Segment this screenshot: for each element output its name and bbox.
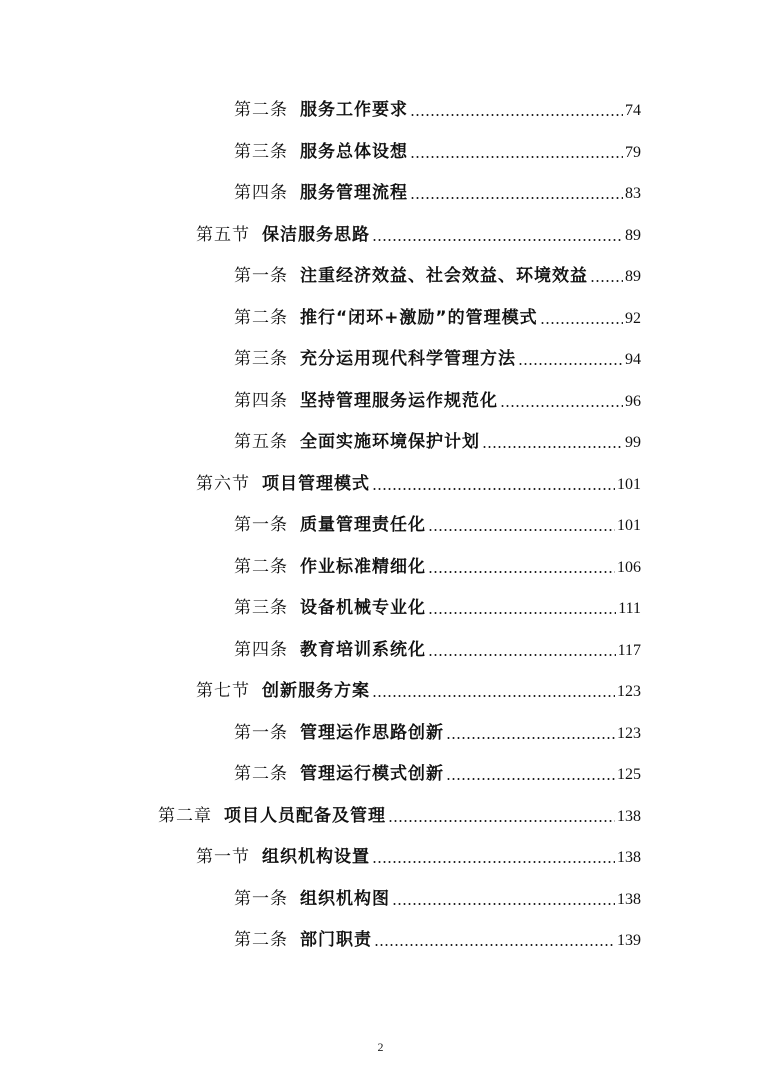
toc-entry-title: 部门职责 [300,930,372,950]
toc-entry-page: 99 [625,434,641,451]
toc-entry[interactable] [234,389,641,413]
toc-entry-page: 139 [617,932,641,949]
toc-entry-title: 服务管理流程 [300,183,408,203]
dot-leader [590,280,623,282]
dot-leader [372,695,615,697]
toc-entry-number: 第四条 [234,183,288,203]
toc-entry-title: 项目管理模式 [262,474,370,494]
toc-entry-title: 服务工作要求 [300,100,408,120]
toc-entry-number: 第一条 [234,266,288,286]
dot-leader [518,363,623,365]
toc-entry-page: 89 [625,268,641,285]
toc-entry-number: 第二条 [234,557,288,577]
toc-entry-number: 第六节 [196,474,250,494]
toc-entry[interactable] [234,638,641,662]
toc-entry-title: 全面实施环境保护计划 [300,432,480,452]
toc-entry[interactable] [234,928,641,952]
dot-leader [446,778,615,780]
toc-entry[interactable] [196,472,641,496]
toc-entry[interactable] [196,223,641,247]
toc-entry-title: 质量管理责任化 [300,515,426,535]
toc-entry[interactable] [234,596,641,620]
toc-entry-page: 138 [617,849,641,866]
toc-entry-number: 第二条 [234,100,288,120]
dot-leader [372,239,623,241]
dot-leader [428,612,616,614]
toc-entry-title: 创新服务方案 [262,681,370,701]
toc-entry-page: 79 [625,144,641,161]
toc-entry-page: 123 [617,725,641,742]
dot-leader [428,529,615,531]
toc-entry-number: 第二章 [158,806,212,826]
toc-entry-page: 101 [617,476,641,493]
toc-entry[interactable] [234,887,641,911]
toc-entry-page: 74 [625,102,641,119]
toc-entry-number: 第一条 [234,515,288,535]
dot-leader [500,405,623,407]
toc-entry-number: 第一节 [196,847,250,867]
toc-entry-number: 第四条 [234,640,288,660]
toc-entry-title: 组织机构图 [300,889,390,909]
toc-entry-number: 第二条 [234,764,288,784]
toc-entry-page: 83 [625,185,641,202]
toc-entry-page: 101 [617,517,641,534]
toc-entry-title: 设备机械专业化 [300,598,426,618]
dot-leader [446,737,615,739]
toc-entry-title: 教育培训系统化 [300,640,426,660]
toc-entry[interactable] [234,430,641,454]
toc-entry-title: 管理运作思路创新 [300,723,444,743]
toc-entry-page: 123 [617,683,641,700]
toc-entry-page: 96 [625,393,641,410]
dot-leader [410,114,623,116]
toc-entry-title: 组织机构设置 [262,847,370,867]
toc-entry-title: 推行“闭环+激励”的管理模式 [300,308,538,328]
toc-entry[interactable] [234,555,641,579]
dot-leader [428,654,616,656]
dot-leader [540,322,623,324]
toc-entry-number: 第三条 [234,349,288,369]
toc-entry-page: 94 [625,351,641,368]
toc-entry-number: 第四条 [234,391,288,411]
toc-entry-number: 第一条 [234,889,288,909]
toc-entry[interactable] [234,98,641,122]
dot-leader [372,861,615,863]
toc-entry-page: 89 [625,227,641,244]
toc-entry[interactable] [234,513,641,537]
toc-entry-number: 第三条 [234,598,288,618]
toc-entry-page: 125 [617,766,641,783]
toc-entry-number: 第七节 [196,681,250,701]
toc-entry-number: 第五节 [196,225,250,245]
toc-entry-title: 服务总体设想 [300,142,408,162]
toc-entry[interactable] [234,181,641,205]
toc-entry-number: 第三条 [234,142,288,162]
dot-leader [372,488,615,490]
toc-entry[interactable] [196,679,641,703]
toc-entry[interactable] [158,804,641,828]
toc-entry-number: 第五条 [234,432,288,452]
toc-entry-page: 92 [625,310,641,327]
toc-entry-title: 保洁服务思路 [262,225,370,245]
toc-entry-number: 第二条 [234,308,288,328]
toc-entry[interactable] [234,264,641,288]
page-number: 2 [377,1040,384,1054]
toc-entry[interactable] [196,845,641,869]
dot-leader [392,903,615,905]
toc-entry-page: 106 [617,559,641,576]
toc-entry[interactable] [234,140,641,164]
toc-entry-page: 111 [618,600,641,617]
toc-entry-title: 项目人员配备及管理 [224,806,386,826]
dot-leader [374,944,615,946]
toc-entry[interactable] [234,721,641,745]
dot-leader [410,197,623,199]
toc-entry-page: 117 [617,642,641,659]
dot-leader [482,446,623,448]
toc-entry-title: 坚持管理服务运作规范化 [300,391,498,411]
toc-entry[interactable] [234,762,641,786]
toc-entry-page: 138 [617,891,641,908]
toc-entry-title: 管理运行模式创新 [300,764,444,784]
toc-entry-title: 注重经济效益、社会效益、环境效益 [300,266,588,286]
toc-entry-page: 138 [617,808,641,825]
toc-entry-number: 第一条 [234,723,288,743]
toc-entry-title: 充分运用现代科学管理方法 [300,349,516,369]
toc-entry-number: 第二条 [234,930,288,950]
dot-leader [388,820,615,822]
dot-leader [410,156,623,158]
toc-entry[interactable] [234,306,641,330]
toc-entry-title: 作业标准精细化 [300,557,426,577]
dot-leader [428,571,615,573]
toc-entry[interactable] [234,347,641,371]
